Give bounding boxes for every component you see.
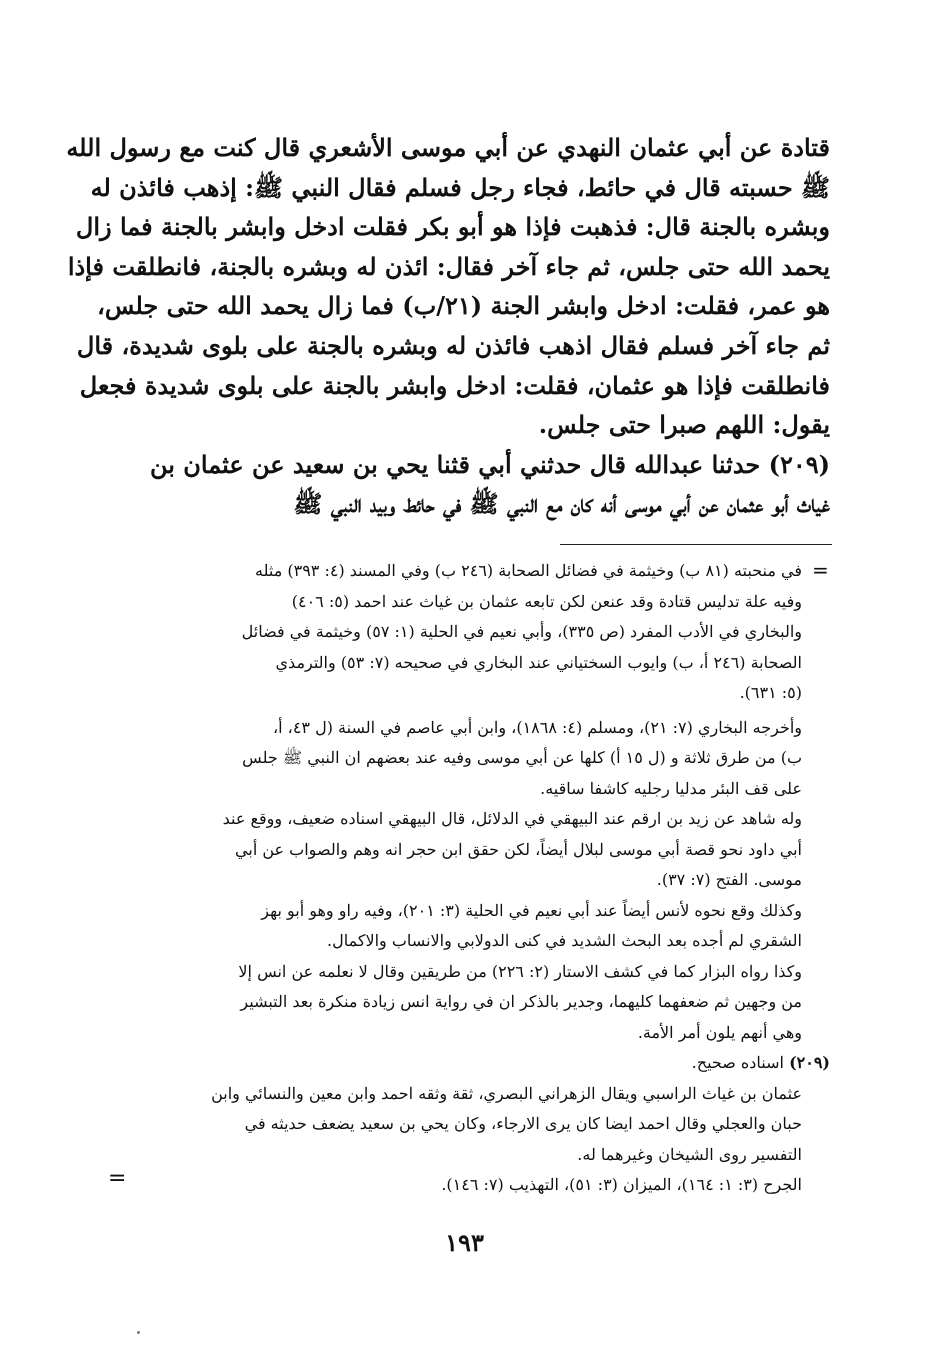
- main-line-8: يقول: اللهم صبرا حتى جلس.: [538, 410, 830, 440]
- footnote-line: وكذلك وقع نحوه لأنس أيضاً عند أبي نعيم في الحلية (٣: ٢٠١)، وفيه راو وهو أبو بهز: [261, 900, 802, 920]
- footnote-line: أبي داود نحو قصة أبي موسى لبلال أيضاً، لكن حقق ابن حجر انه وهم والصواب عن أبي: [235, 839, 802, 859]
- footnote-line: الشقري لم أجده بعد البحث الشديد في كنى الدولابي والانساب والاكمال.: [327, 931, 802, 950]
- note-209-first: اسناده صحيح.: [691, 1053, 784, 1072]
- footnote-line: وله شاهد عن زيد بن ارقم عند البيهقي في الدلائل، قال البيهقي اسناده ضعيف، ووقع عند: [222, 809, 802, 828]
- note-209-line: حبان والعجلي وقال احمد ايضا كان يرى الارجاء، وكان يحي بن سعيد يضعف حديثه في: [244, 1114, 802, 1133]
- footnote-separator: [560, 544, 832, 545]
- footnote-line: في منحبته (٨١ ب) وخيثمة في فضائل الصحابة (٢٤٦ ب) وفي المسند (٤: ٣٩٣) مثله: [254, 561, 802, 580]
- footnote-line: على قف البئر مدليا رجليه كاشفا ساقيه.: [540, 778, 802, 798]
- main-line-1: قتادة عن أبي عثمان النهدي عن أبي موسى الأشعري قال كنت مع رسول الله: [66, 133, 830, 162]
- footnotes: [130, 556, 830, 1201]
- main-line-7: فانطلقت فإذا هو عثمان، فقلت: ادخل وابشر بالجنة على بلوى شديدة فجعل: [79, 370, 830, 400]
- footnote-line: وفيه علة تدليس قتادة وقد عنعن لكن تابعه عثمان بن غياث عند احمد (٥: ٤٠٦): [291, 591, 802, 611]
- main-text: [66, 128, 830, 524]
- footnote-line: من وجهين ثم ضعفهما كليهما، وجدير بالذكر ان في رواية انس زيادة منكرة بعد التبشير: [240, 992, 802, 1011]
- note-209-line: التفسير روى الشيخان وغيرهما له.: [577, 1144, 802, 1164]
- main-line-10: غياث أبو عثمان عن أبي موسى أنه كان مع النبي ﷺ في حائط وبيد النبي ﷺ: [293, 489, 830, 519]
- main-line-2: ﷺ حسبته قال في حائط، فجاء رجل فسلم فقال النبي ﷺ: إذهب فائذن له: [90, 172, 830, 202]
- note-209-heading: [130, 1048, 830, 1079]
- footnote-line: وكذا رواه البزار كما في كشف الاستار (٢: ٢٢٦) من طريقين وقال لا نعلمه عن انس إلا: [238, 961, 802, 981]
- main-line-9: (٢٠٩) حدثنا عبدالله قال حدثني أبي قثنا يحي بن سعيد عن عثمان بن: [149, 449, 830, 479]
- footnote-continuation-mark-top: =: [812, 558, 829, 582]
- note-209-line: الجرح (٣: ١: ١٦٤)، الميزان (٣: ٥١)، التهذيب (٧: ١٤٦).: [441, 1175, 802, 1194]
- footnote-line: موسى. الفتح (٧: ٣٧).: [656, 870, 802, 889]
- footnote-continuation-mark-bottom: =: [108, 1166, 127, 1191]
- page-number: ١٩٣: [445, 1228, 484, 1257]
- footnote-line: ب) من طرق ثلاثة و (ل ١٥ أ) كلها عن أبي موسى وفيه عند بعضهم ان النبي ﷺ جلس: [242, 748, 802, 767]
- footnote-line: (٥: ٦٣١).: [739, 683, 802, 702]
- note-209-label: (٢٠٩): [789, 1053, 830, 1072]
- note-209-line: عثمان بن غياث الراسبي ويقال الزهراني البصري، ثقة وثقه احمد وابن معين والنسائي وابن: [211, 1083, 802, 1103]
- footnote-line: والبخاري في الأدب المفرد (ص ٣٣٥)، وأبي نعيم في الحلية (١: ٥٧) وخيثمة في فضائل: [241, 622, 802, 641]
- main-line-4: يحمد الله حتى جلس، ثم جاء آخر فقال: ائذن له وبشره بالجنة، فانطلقت فإذا: [67, 251, 830, 281]
- footnote-line: وهي أنهم يلون أمر الأمة.: [637, 1022, 802, 1042]
- scan-speck: [137, 1331, 140, 1334]
- footnote-line: وأخرجه البخاري (٧: ٢١)، ومسلم (٤: ١٨٦٨)، وابن أبي عاصم في السنة (ل ٤٣، أ،: [272, 717, 802, 737]
- footnote-line: الصحابة (٢٤٦ أ، ب) وايوب السختياني عند البخاري في صحيحه (٧: ٥٣) والترمذي: [275, 652, 802, 672]
- main-line-5: هو عمر، فقلت: ادخل وابشر الجنة (٢١/ب) فما زال يحمد الله حتى جلس،: [97, 291, 830, 321]
- main-line-3: وبشره بالجنة قال: فذهبت فإذا هو أبو بكر فقلت ادخل وابشر بالجنة فما زال: [75, 212, 830, 242]
- main-line-6: ثم جاء آخر فسلم فقال اذهب فائذن له وبشره بالجنة على بلوى شديدة، قال: [76, 330, 830, 360]
